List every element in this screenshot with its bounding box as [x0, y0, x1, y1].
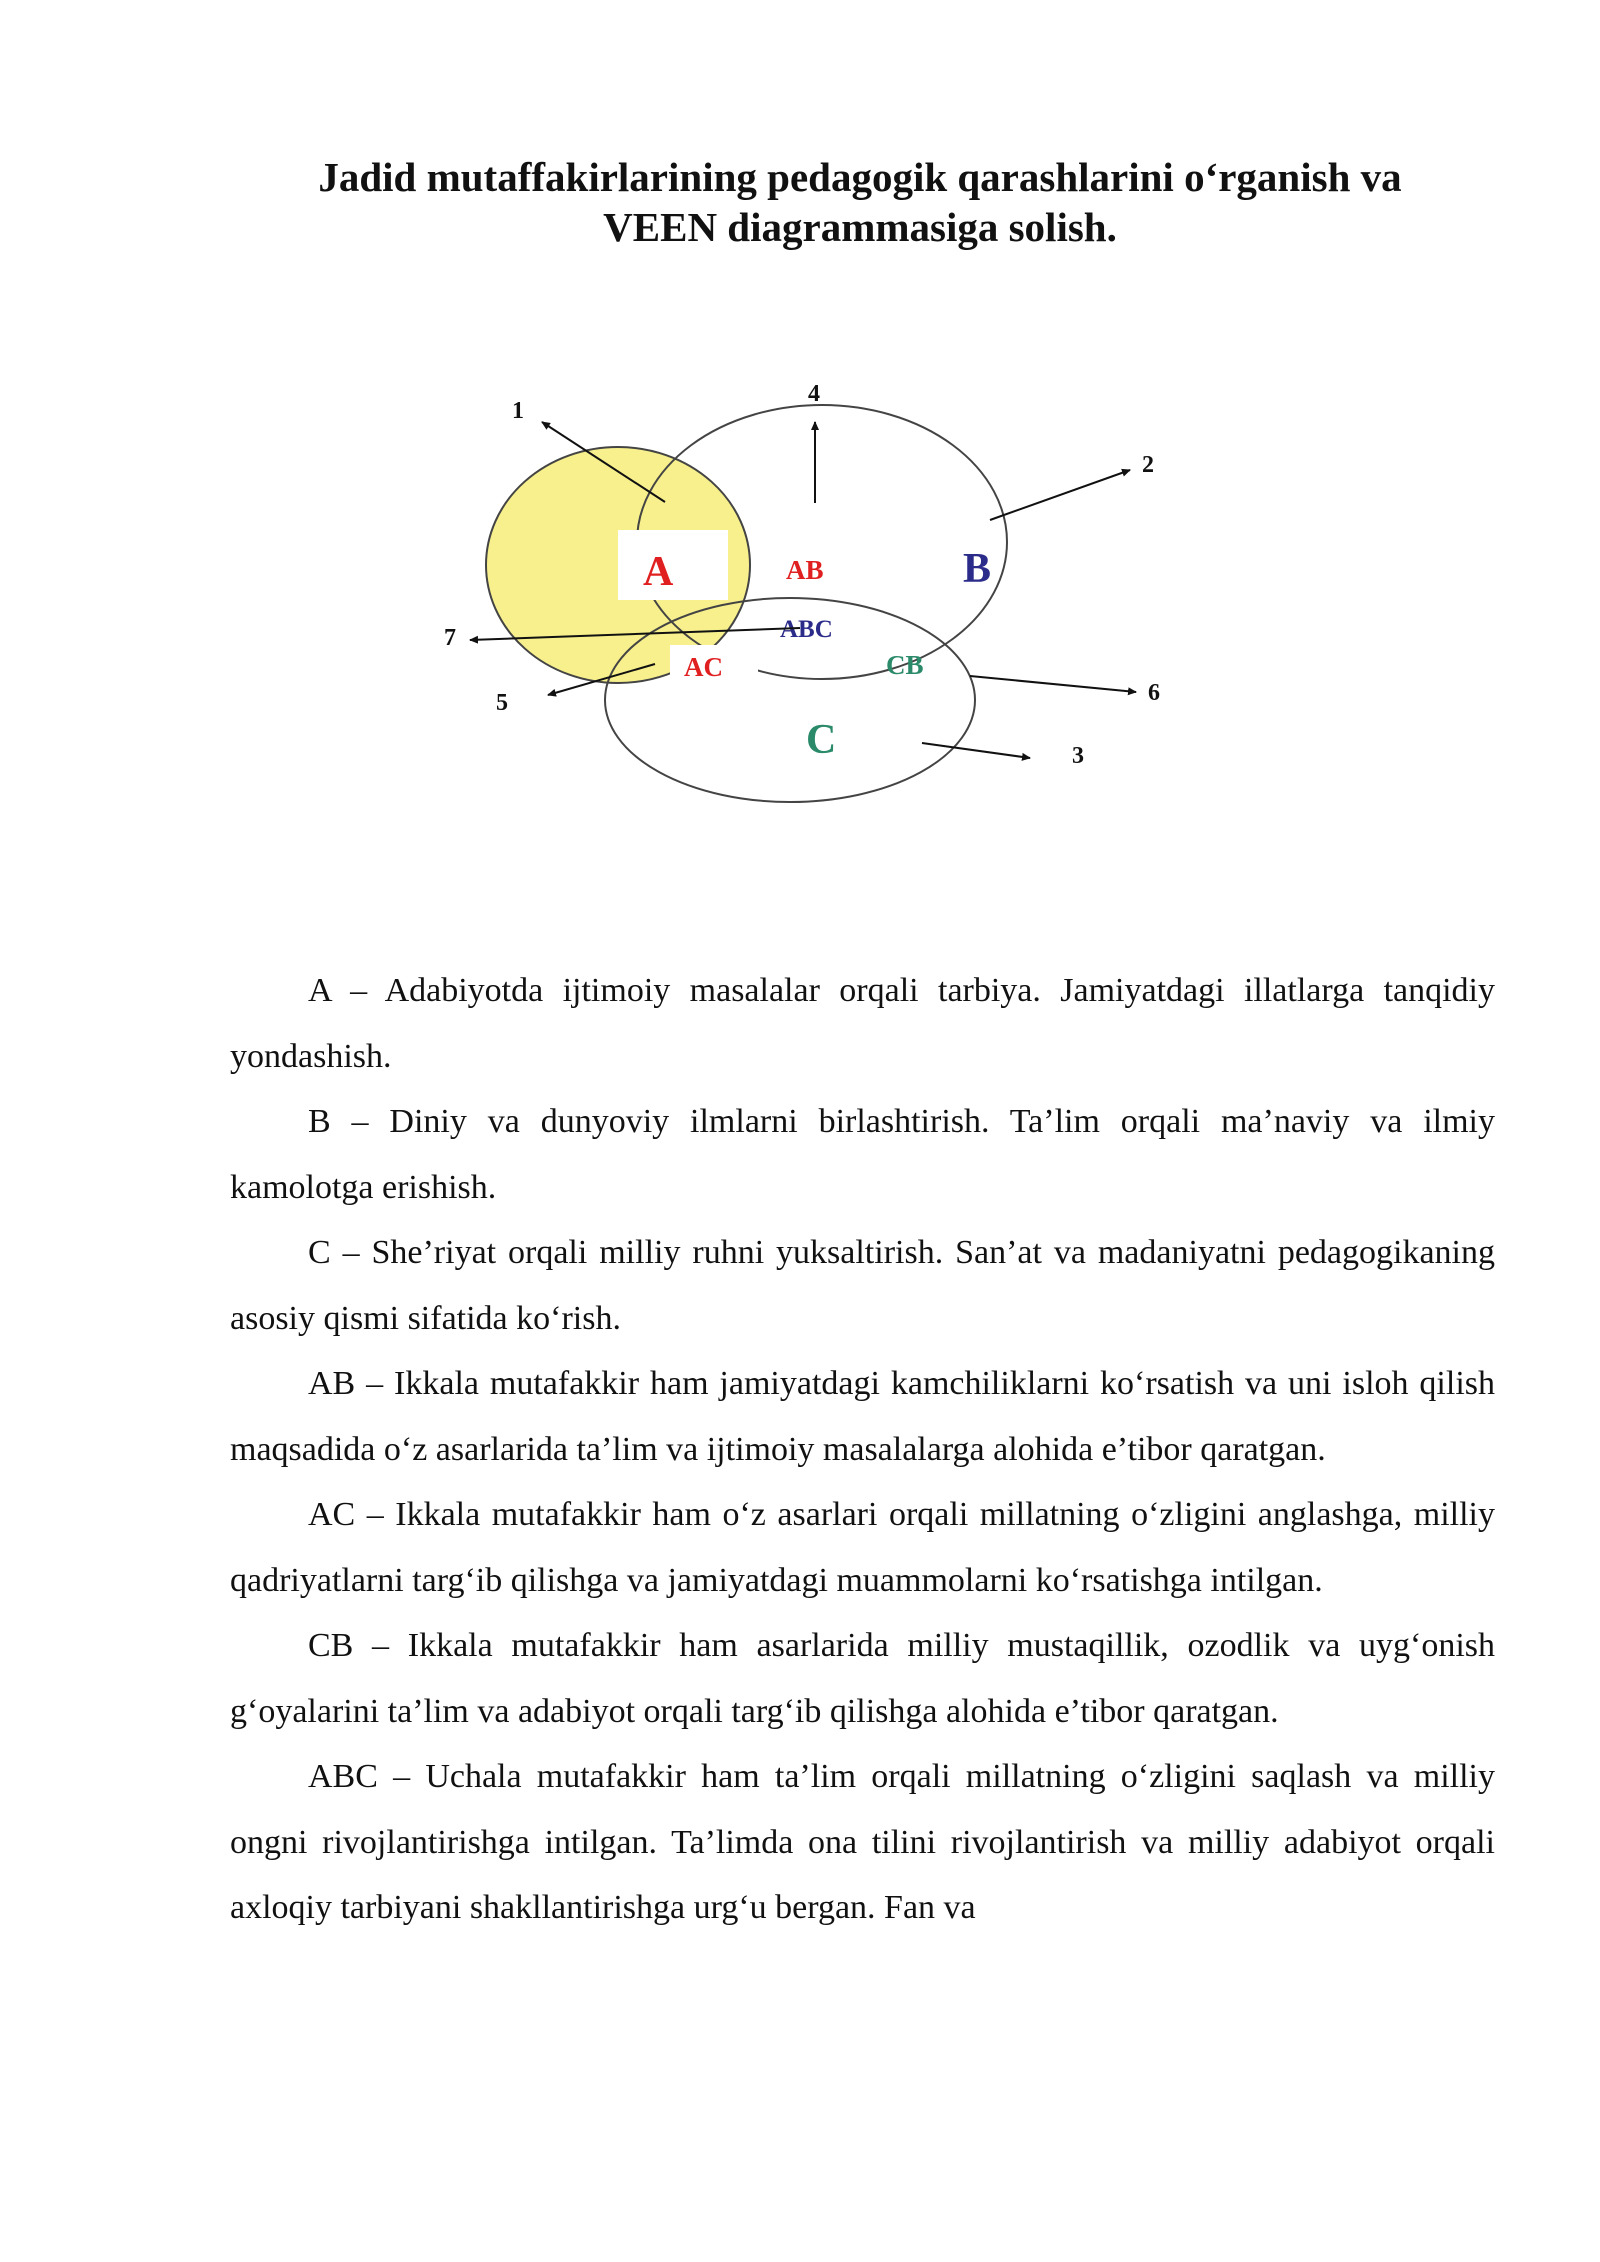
page-title: [250, 152, 1470, 252]
paragraph-a: A – Adabiyotda ijtimoiy masalalar orqali tarbiya. Jamiyatdagi illatlarga tanqidiy yondashish.: [230, 972, 1495, 1075]
region-label-b: B: [963, 546, 992, 592]
pointer-number-4: 4: [808, 381, 820, 407]
venn-diagram: [430, 360, 1210, 820]
pointer-number-5: 5: [496, 690, 508, 716]
title-line-2: VEEN diagrammasiga solish.: [603, 204, 1117, 250]
pointer-arrow-2: [990, 470, 1130, 520]
region-label-cb: CB: [886, 650, 924, 680]
region-label-a: A: [643, 549, 674, 595]
pointer-arrow-6: [970, 676, 1136, 692]
paragraph-cb: CB – Ikkala mutafakkir ham asarlarida milliy mustaqillik, ozodlik va uyg‘onish g‘oyalarini ta’lim va adabiyot orqali targ‘ib qilishga alohida e’tibor qaratgan.: [230, 1627, 1495, 1730]
title-line-1: Jadid mutaffakirlarining pedagogik qarashlarini o‘rganish va: [318, 154, 1402, 200]
paragraph-abc: ABC – Uchala mutafakkir ham ta’lim orqali millatning o‘zligini saqlash va milliy ongni rivojlantirishga intilgan. Ta’limda ona tilini rivojlantirish va milliy adabiyot orqali axloqiy tarbiyani shakllantirishga urg‘u bergan. Fan va: [230, 1758, 1495, 1926]
region-label-c: C: [806, 717, 837, 763]
region-label-abc: ABC: [780, 616, 833, 643]
region-label-ac: AC: [684, 652, 723, 682]
paragraph-b: B – Diniy va dunyoviy ilmlarni birlashtirish. Ta’lim orqali ma’naviy va ilmiy kamolotga erishish.: [230, 1103, 1495, 1206]
paragraph-ac: AC – Ikkala mutafakkir ham o‘z asarlari orqali millatning o‘zligini anglashga, milliy qadriyatlarni targ‘ib qilishga va jamiyatdagi muammolarni ko‘rsatishga intilgan.: [230, 1496, 1495, 1599]
pointer-number-3: 3: [1072, 743, 1084, 769]
pointer-number-7: 7: [444, 625, 456, 651]
region-label-ab: AB: [786, 555, 824, 585]
paragraph-c: C – She’riyat orqali milliy ruhni yuksaltirish. San’at va madaniyatni pedagogikaning asosiy qismi sifatida ko‘rish.: [230, 1234, 1495, 1337]
pointer-arrow-3: [922, 743, 1030, 758]
pointer-number-1: 1: [512, 398, 524, 424]
document-body: [230, 958, 1495, 1941]
paragraph-ab: AB – Ikkala mutafakkir ham jamiyatdagi kamchiliklarni ko‘rsatish va uni isloh qilish maqsadida o‘z asarlarida ta’lim va ijtimoiy masalalarga alohida e’tibor qaratgan.: [230, 1365, 1495, 1468]
pointer-number-6: 6: [1148, 680, 1160, 706]
pointer-number-2: 2: [1142, 452, 1154, 478]
